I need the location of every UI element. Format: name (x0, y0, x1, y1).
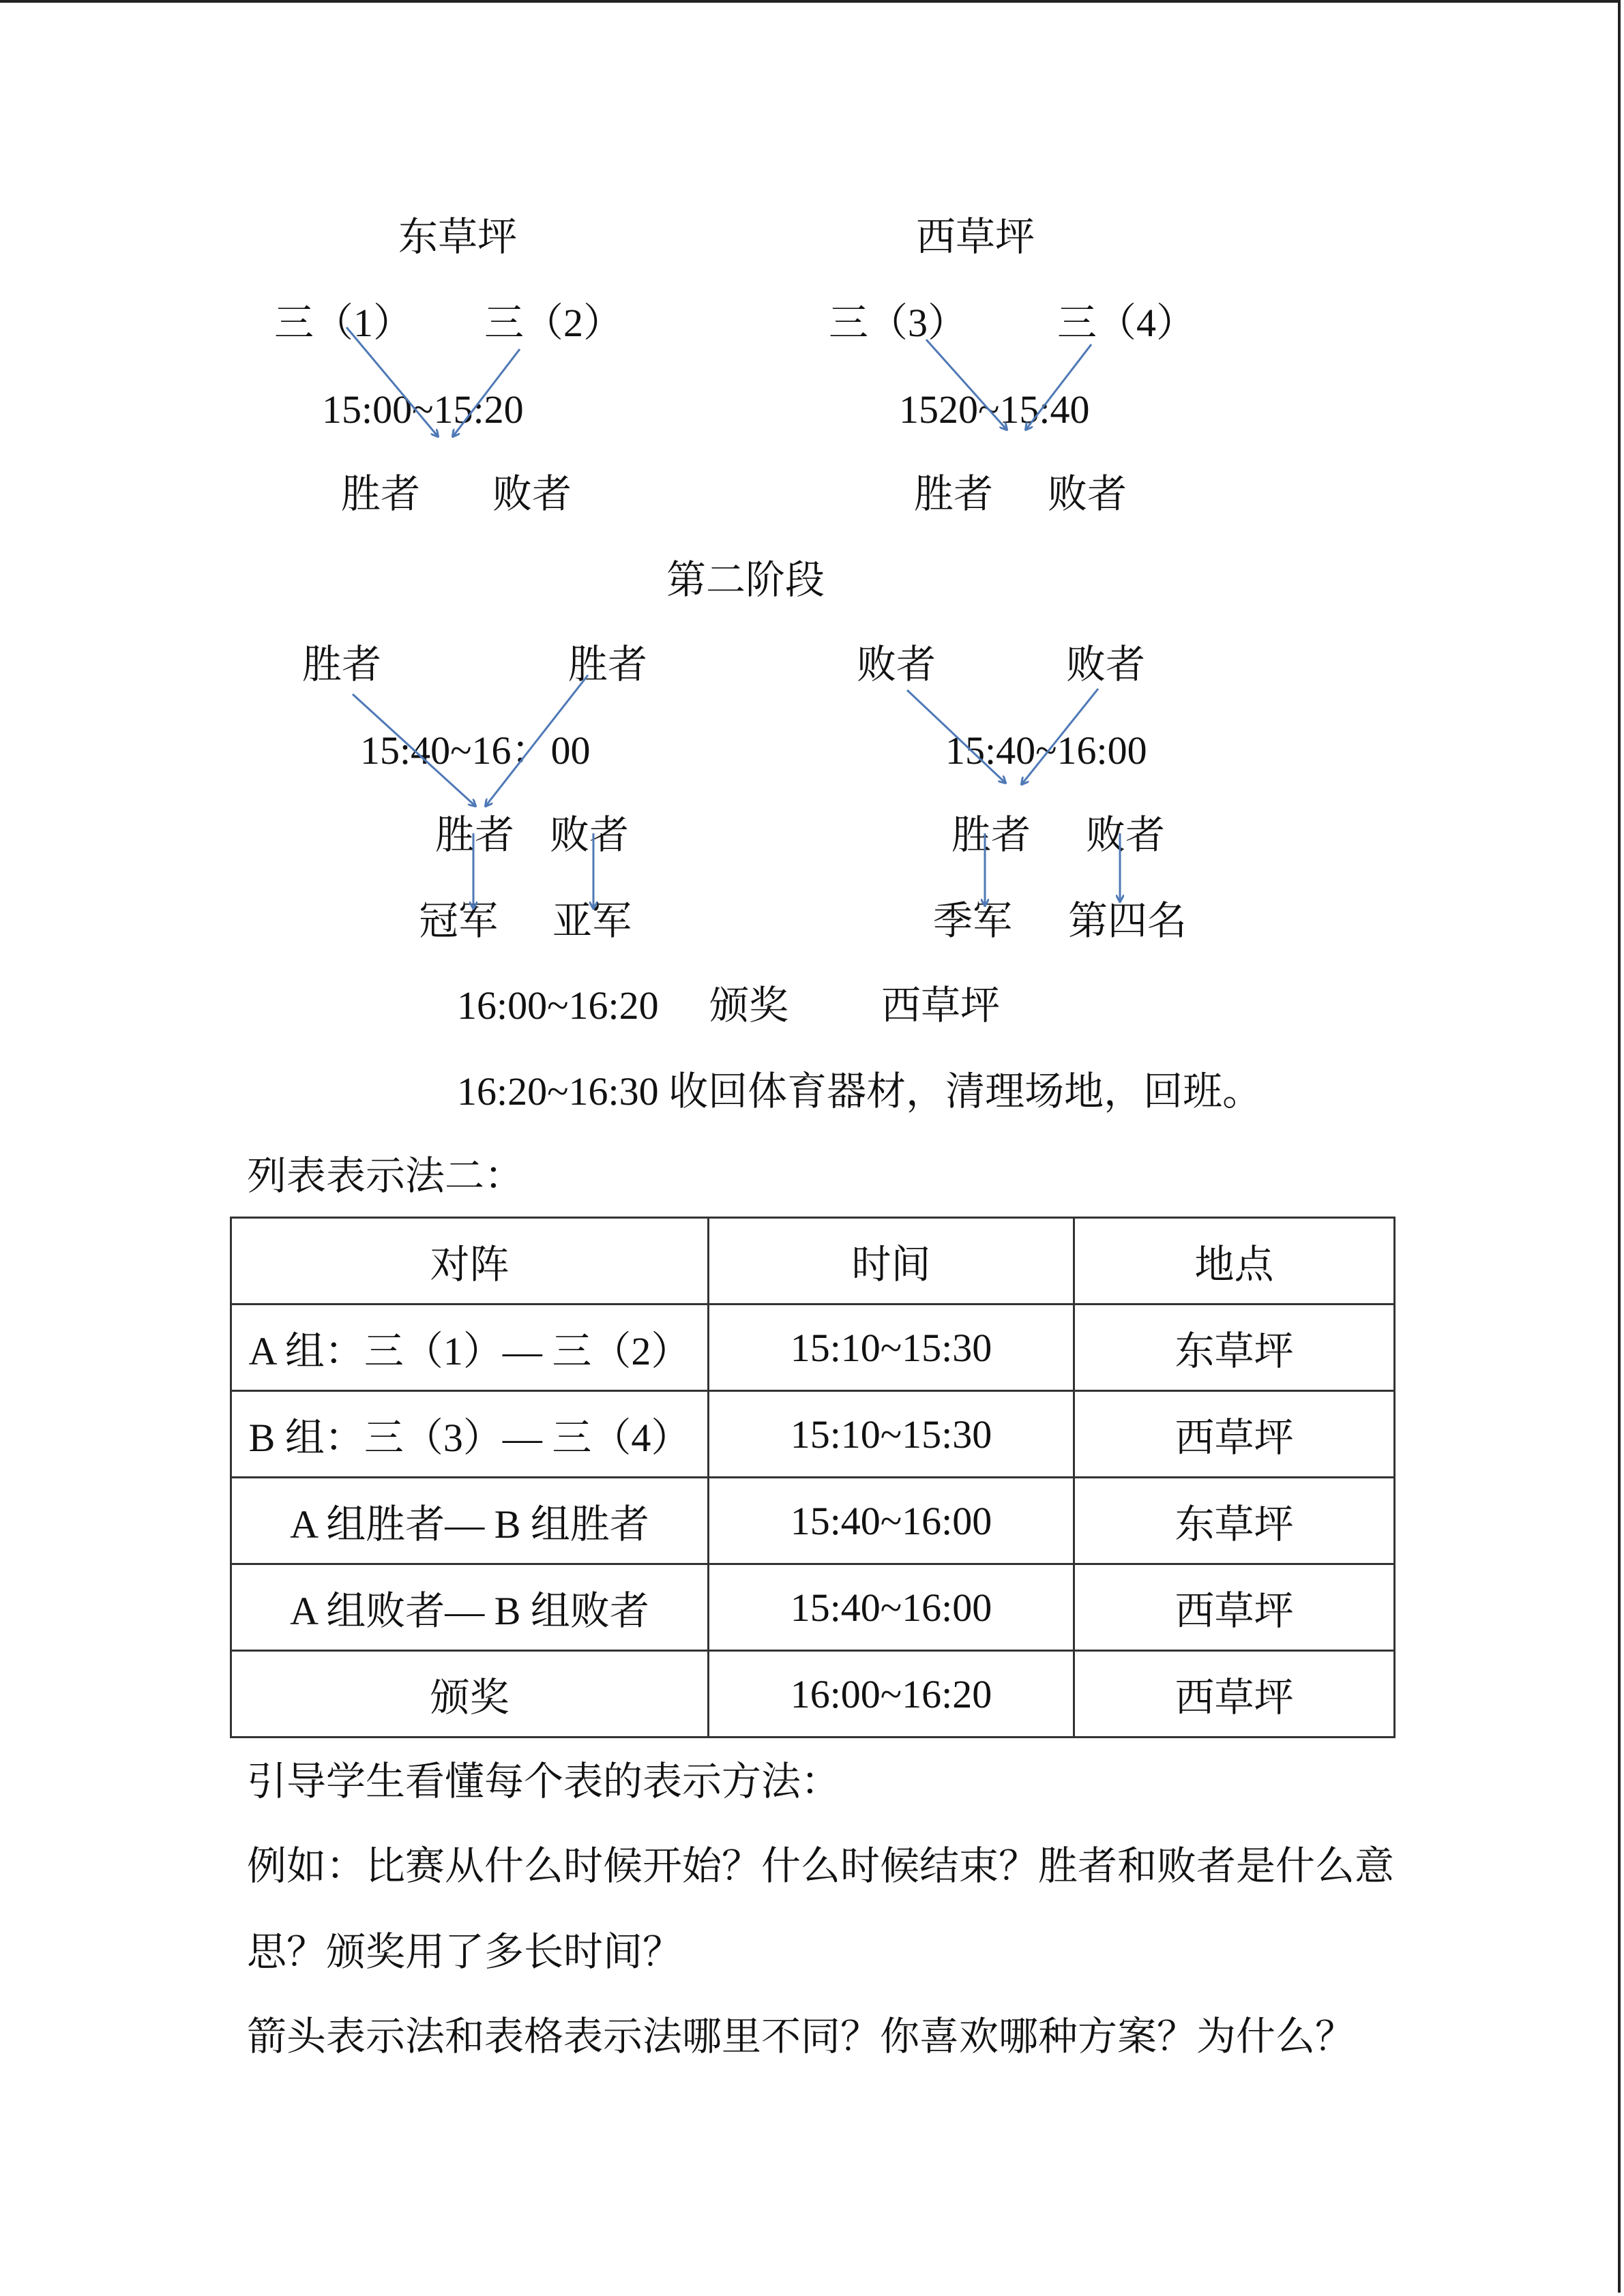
paragraph-3: 思？颁奖用了多长时间？ (247, 1930, 683, 1974)
west-team-a: 三（3） (829, 301, 968, 345)
cell-matchup: A 组败者— B 组败者 (231, 1564, 709, 1651)
stage2-left-time: 15:40~16：00 (360, 728, 591, 773)
stage2-right-input-b: 败者 (1066, 642, 1146, 687)
table-row (231, 1564, 1395, 1651)
table-header-row (231, 1218, 1395, 1304)
paragraph-1: 引导学生看懂每个表的表示方法： (247, 1759, 841, 1804)
stage2-left-input-a: 胜者 (302, 642, 382, 687)
award-place: 西草坪 (881, 983, 1001, 1028)
table-row (231, 1651, 1395, 1738)
award-time: 16:00~16:20 (457, 983, 659, 1028)
cell-location: 西草坪 (1074, 1564, 1395, 1651)
cell-time: 16:00~16:20 (709, 1651, 1074, 1738)
cell-time: 15:10~15:30 (709, 1391, 1074, 1478)
runner-up-label: 亚军 (552, 899, 632, 943)
east-lawn-title: 东草坪 (398, 215, 518, 259)
cell-time: 15:10~15:30 (709, 1304, 1074, 1391)
east-time: 15:00~15:20 (322, 387, 524, 432)
cell-matchup: A 组胜者— B 组胜者 (231, 1478, 709, 1564)
east-winner: 胜者 (341, 472, 421, 516)
cell-location: 西草坪 (1074, 1651, 1395, 1738)
fourth-place-label: 第四名 (1068, 899, 1187, 943)
cell-location: 东草坪 (1074, 1304, 1395, 1391)
east-loser: 败者 (492, 472, 572, 516)
cleanup-note: 16:20~16:30 收回体育器材，清理场地，回班。 (457, 1069, 1263, 1114)
cell-time: 15:40~16:00 (709, 1478, 1074, 1564)
champion-label: 冠军 (419, 899, 499, 943)
paragraph-2: 例如：比赛从什么时候开始？什么时候结束？胜者和败者是什么意 (247, 1844, 1395, 1888)
stage2-left-winner: 胜者 (435, 813, 515, 857)
third-place-label: 季军 (933, 899, 1013, 943)
header-time: 时间 (709, 1218, 1074, 1304)
table-row (231, 1391, 1395, 1478)
stage2-right-winner: 胜者 (951, 813, 1031, 857)
cell-matchup: A 组：三（1）— 三（2） (231, 1304, 709, 1391)
stage2-left-loser: 败者 (550, 813, 630, 857)
stage2-right-time: 15:40~16:00 (945, 728, 1147, 773)
east-team-a: 三（1） (274, 301, 413, 345)
stage2-right-input-a: 败者 (857, 642, 936, 687)
stage2-title: 第二阶段 (666, 558, 825, 602)
west-time: 1520~15:40 (899, 387, 1090, 432)
west-winner: 胜者 (914, 472, 994, 516)
cell-location: 东草坪 (1074, 1478, 1395, 1564)
schedule-table (230, 1217, 1396, 1738)
stage2-left-input-b: 胜者 (568, 642, 648, 687)
header-location: 地点 (1074, 1218, 1395, 1304)
west-team-b: 三（4） (1057, 301, 1196, 345)
table-row (231, 1304, 1395, 1391)
east-team-b: 三（2） (484, 301, 623, 345)
cell-matchup: B 组：三（3）— 三（4） (231, 1391, 709, 1478)
header-matchup: 对阵 (231, 1218, 709, 1304)
cell-location: 西草坪 (1074, 1391, 1395, 1478)
paragraph-4: 箭头表示法和表格表示法哪里不同？你喜欢哪种方案？为什么？ (247, 2014, 1355, 2059)
table-row (231, 1478, 1395, 1564)
table-title: 列表表示法二： (247, 1154, 525, 1198)
west-loser: 败者 (1048, 472, 1127, 516)
cell-time: 15:40~16:00 (709, 1564, 1074, 1651)
stage2-right-loser: 败者 (1086, 813, 1166, 857)
west-lawn-title: 西草坪 (916, 215, 1035, 259)
award-label: 颁奖 (709, 983, 789, 1028)
cell-matchup: 颁奖 (231, 1651, 709, 1738)
